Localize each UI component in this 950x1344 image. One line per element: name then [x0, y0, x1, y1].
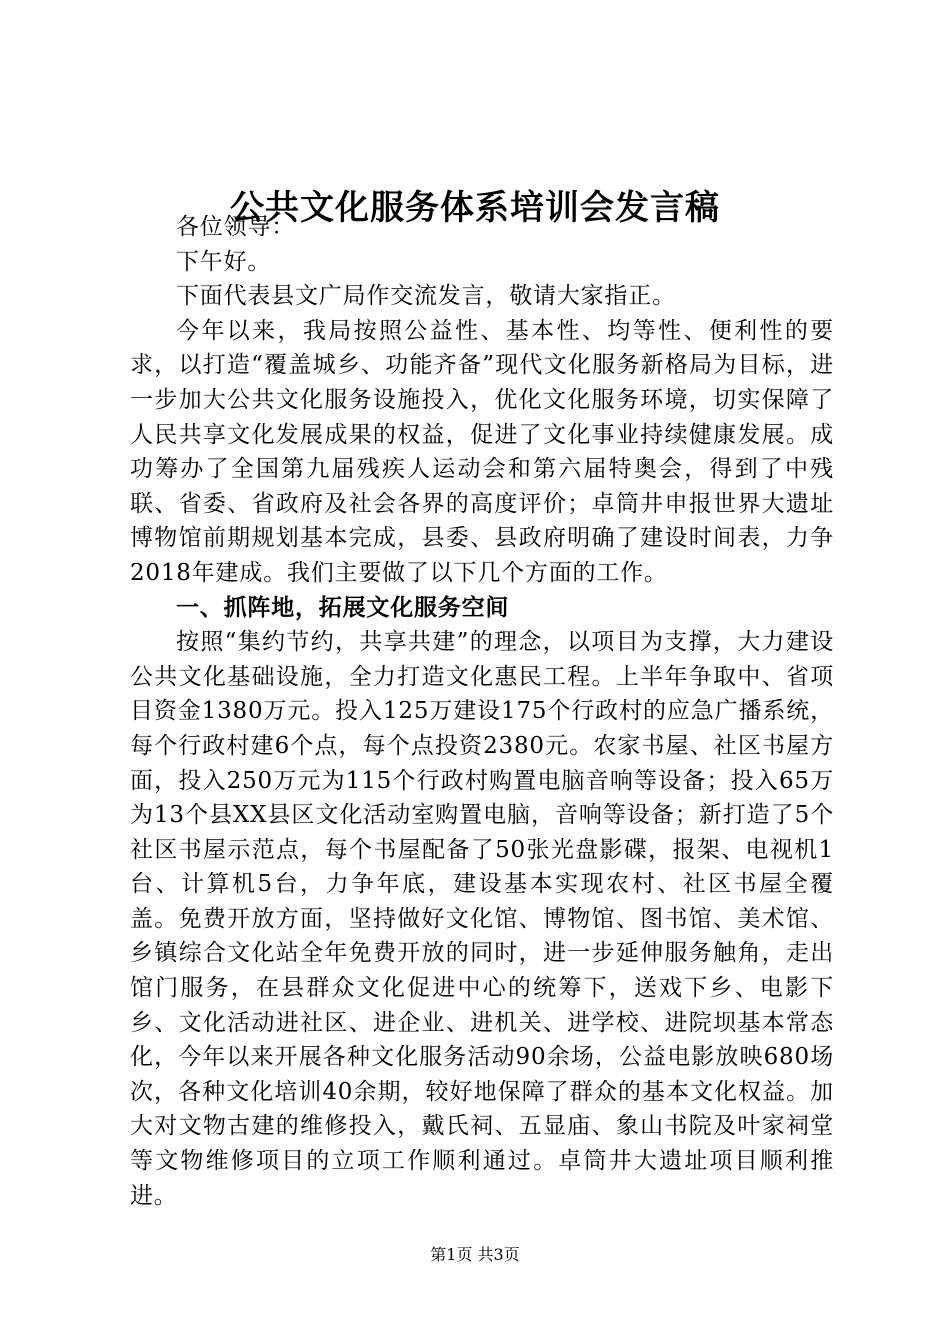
document-body — [130, 210, 834, 1213]
section-heading: 一、抓阵地，拓展文化服务空间 — [176, 594, 510, 621]
page-footer: 第1页 共3页 — [430, 1245, 520, 1264]
greeting-paragraph: 下午好。 — [176, 248, 272, 275]
intro-paragraph: 下面代表县文广局作交流发言，敬请大家指正。 — [176, 283, 676, 310]
section-body-paragraph: 按照“集约节约，共享共建”的理念，以项目为支撑，大力建设公共文化基础设施，全力打造文化惠民工程。上半年争取中、省项目资金1380万元。投入125万建设175个行政村的应急广播系统，每个行政村建6个点，每个点投资2380元。农家书屋、社区书屋方面，投入250万元为115个行政村购置电脑音响等设备；投入65万为13个县XX县区文化活动室购置电脑，音响等设备；新打造了5个社区书屋示范点，每个书屋配备了50张光盘影碟，报架、电视机1台、计算机5台，力争年底，建设基本实现农村、社区书屋全覆盖。免费开放方面，坚持做好文化馆、博物馆、图书馆、美术馆、乡镇综合文化站全年免费开放的同时，进一步延伸服务触角，走出馆门服务，在县群众文化促进中心的统筹下，送戏下乡、电影下乡、文化活动进社区、进企业、进机关、进学校、进院坝基本常态化，今年以来开展各种文化服务活动90余场，公益电影放映680场次，各种文化培训40余期，较好地保障了群众的基本文化权益。加大对文物古建的维修投入，戴氏祠、五显庙、象山书院及叶家祠堂等文物维修项目的立项工作顺利通过。卓筒井大遗址项目顺利推进。 — [130, 629, 834, 1209]
salutation-paragraph: 各位领导： — [176, 214, 295, 240]
document-title: 公共文化服务体系培训会发言稿 — [230, 188, 720, 228]
overview-paragraph: 今年以来，我局按照公益性、基本性、均等性、便利性的要求，以打造“覆盖城乡、功能齐备”现代文化服务新格局为目标，进一步加大公共文化服务设施投入，优化文化服务环境，切实保障了人民共享文化发展成果的权益，促进了文化事业持续健康发展。成功筹办了全国第九届残疾人运动会和第六届特奥会，得到了中残联、省委、省政府及社会各界的高度评价；卓筒井申报世界大遗址博物馆前期规划基本完成，县委、县政府明确了建设时间表，力争2018年建成。我们主要做了以下几个方面的工作。 — [130, 317, 834, 586]
